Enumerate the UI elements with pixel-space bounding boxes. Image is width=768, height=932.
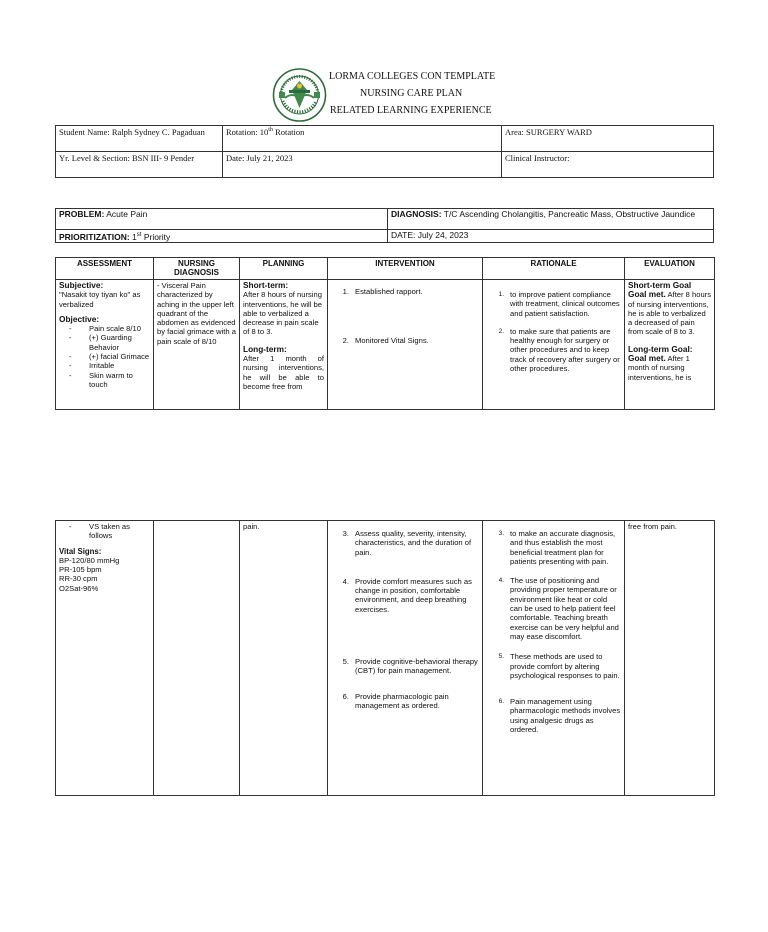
eval-short-label: Short-term Goal bbox=[628, 280, 692, 290]
objective-list bbox=[59, 324, 150, 389]
eval-short-text: Goal met. After 8 hours of nursing interventions, he is able to verbalized a decreased of pain from scale of 8 to 3. bbox=[628, 289, 711, 337]
evaluation-cell bbox=[625, 280, 715, 410]
objective-label: Objective: bbox=[59, 313, 100, 324]
care-plan-table-2 bbox=[55, 520, 715, 796]
rationale-item: 2. to make sure that patients are healthy enough for surgery or other procedures and to keep track of recovery after surgery or other procedures. bbox=[498, 326, 620, 374]
col-nursing-diagnosis: NURSING DIAGNOSIS bbox=[154, 258, 240, 280]
planning-cell bbox=[240, 280, 328, 410]
vital-sign: PR-105 bpm bbox=[59, 565, 102, 575]
header-line-2: NURSING CARE PLAN bbox=[360, 88, 463, 99]
short-term-text: After 8 hours of nursing interventions, he will be able to verbalized a decrease in pain scale of 8 to 3. bbox=[243, 290, 322, 337]
col-intervention: INTERVENTION bbox=[328, 258, 483, 280]
header-line-3: RELATED LEARNING EXPERIENCE bbox=[330, 105, 492, 116]
col-evaluation: EVALUATION bbox=[625, 258, 715, 280]
col-assessment: ASSESSMENT bbox=[56, 258, 154, 280]
vital-sign: BP-120/80 mmHg bbox=[59, 555, 120, 565]
problem-date: DATE: July 24, 2023 bbox=[388, 230, 714, 243]
student-info-table bbox=[55, 125, 714, 178]
student-name: Student Name: Ralph Sydney C. Pagaduan bbox=[56, 126, 223, 152]
diagnosis: DIAGNOSIS: T/C Ascending Cholangitis, Pancreatic Mass, Obstructive Jaundice bbox=[388, 209, 714, 230]
subjective-text: "Nasakit toy tiyan ko" as verbalized bbox=[59, 290, 141, 309]
rationale-item: 4. The use of positioning and providing proper temperature or environment like heat or cold can be used to help patient feel comfortable. Teaching breath exercise can be very helpful and may ease discomfort. bbox=[498, 576, 619, 641]
prioritization: PRIORITIZATION: 1st Priority bbox=[56, 230, 388, 243]
intervention-item: 1. Established rapport. bbox=[342, 287, 423, 296]
list-item: - Irritable bbox=[69, 361, 150, 370]
assessment-list bbox=[59, 522, 150, 541]
rotation: Rotation: 10th Rotation bbox=[223, 126, 502, 152]
short-term-label: Short-term: bbox=[243, 280, 289, 290]
list-item: - Pain scale 8/10 bbox=[69, 324, 150, 333]
rationale-item: 3. to make an accurate diagnosis, and thus establish the most beneficial treatment plan for patients presenting with pain. bbox=[498, 529, 616, 566]
rationale-cell bbox=[483, 521, 625, 796]
long-term-text: After 1 month of nursing interventions, he will be able to become free from bbox=[243, 354, 324, 391]
intervention-item: 4. Provide comfort measures such as change in position, comfortable environment, and deep breathing exercises. bbox=[342, 576, 472, 614]
assessment-cell bbox=[56, 521, 154, 796]
rationale-cell bbox=[483, 280, 625, 410]
vital-sign: RR-30 cpm bbox=[59, 574, 98, 584]
col-rationale: RATIONALE bbox=[483, 258, 625, 280]
intervention-item: 3. Assess quality, severity, intensity, characteristics, and the duration of pain. bbox=[342, 529, 472, 557]
vital-signs-label: Vital Signs: bbox=[59, 546, 102, 556]
subjective-label: Subjective: bbox=[59, 280, 104, 290]
header-line-1: LORMA COLLEGES CON TEMPLATE bbox=[329, 71, 496, 82]
rationale-item: 6. Pain management using pharmacologic methods involves using analgesic drugs as ordered. bbox=[498, 697, 621, 735]
long-term-label: Long-term: bbox=[243, 343, 287, 354]
intervention-item: 5. Provide cognitive-behavioral therapy (CBT) for pain management. bbox=[342, 657, 478, 676]
eval-long-label: Long-term Goal: bbox=[628, 343, 693, 354]
problem-table bbox=[55, 208, 714, 243]
intervention-item: 2. Monitored Vital Signs. bbox=[342, 336, 429, 346]
eval-long-text: Goal met. After 1 month of nursing interventions, he is bbox=[628, 353, 692, 382]
intervention-item: 6. Provide pharmacologic pain management as ordered. bbox=[342, 691, 449, 710]
nursing-diagnosis-cell: - Visceral Pain characterized by aching in the upper left quadrant of the abdomen as evidenced by facial grimace with a pain scale of 8/10 bbox=[154, 280, 240, 410]
col-planning: PLANNING bbox=[240, 258, 328, 280]
planning-cell: pain. bbox=[240, 521, 328, 796]
list-item: - (+) Guarding Behavior bbox=[69, 333, 150, 352]
assessment-cell bbox=[56, 280, 154, 410]
date: Date: July 21, 2023 bbox=[223, 152, 502, 178]
intervention-cell bbox=[328, 521, 483, 796]
problem: PROBLEM: Acute Pain bbox=[56, 209, 388, 230]
care-plan-table-1 bbox=[55, 257, 715, 410]
list-item: - VS taken as follows bbox=[69, 522, 150, 541]
nursing-diagnosis-cell bbox=[154, 521, 240, 796]
vital-sign: O2Sat-96% bbox=[59, 583, 99, 593]
intervention-cell bbox=[328, 280, 483, 410]
rationale-item: 5. These methods are used to provide comfort by altering psychological responses to pain. bbox=[498, 652, 620, 680]
list-item: - (+) facial Grimace bbox=[69, 352, 150, 361]
area: Area: SURGERY WARD bbox=[502, 126, 714, 152]
rationale-item: 1. to improve patient compliance with treatment, clinical outcomes and patient satisfaction. bbox=[498, 290, 620, 318]
school-seal-logo bbox=[271, 68, 328, 122]
clinical-instructor: Clinical Instructor: bbox=[502, 152, 714, 178]
year-level-section: Yr. Level & Section: BSN III- 9 Pender bbox=[56, 152, 223, 178]
evaluation-cell: free from pain. bbox=[625, 521, 715, 796]
list-item: - Skin warm to touch bbox=[69, 371, 150, 390]
